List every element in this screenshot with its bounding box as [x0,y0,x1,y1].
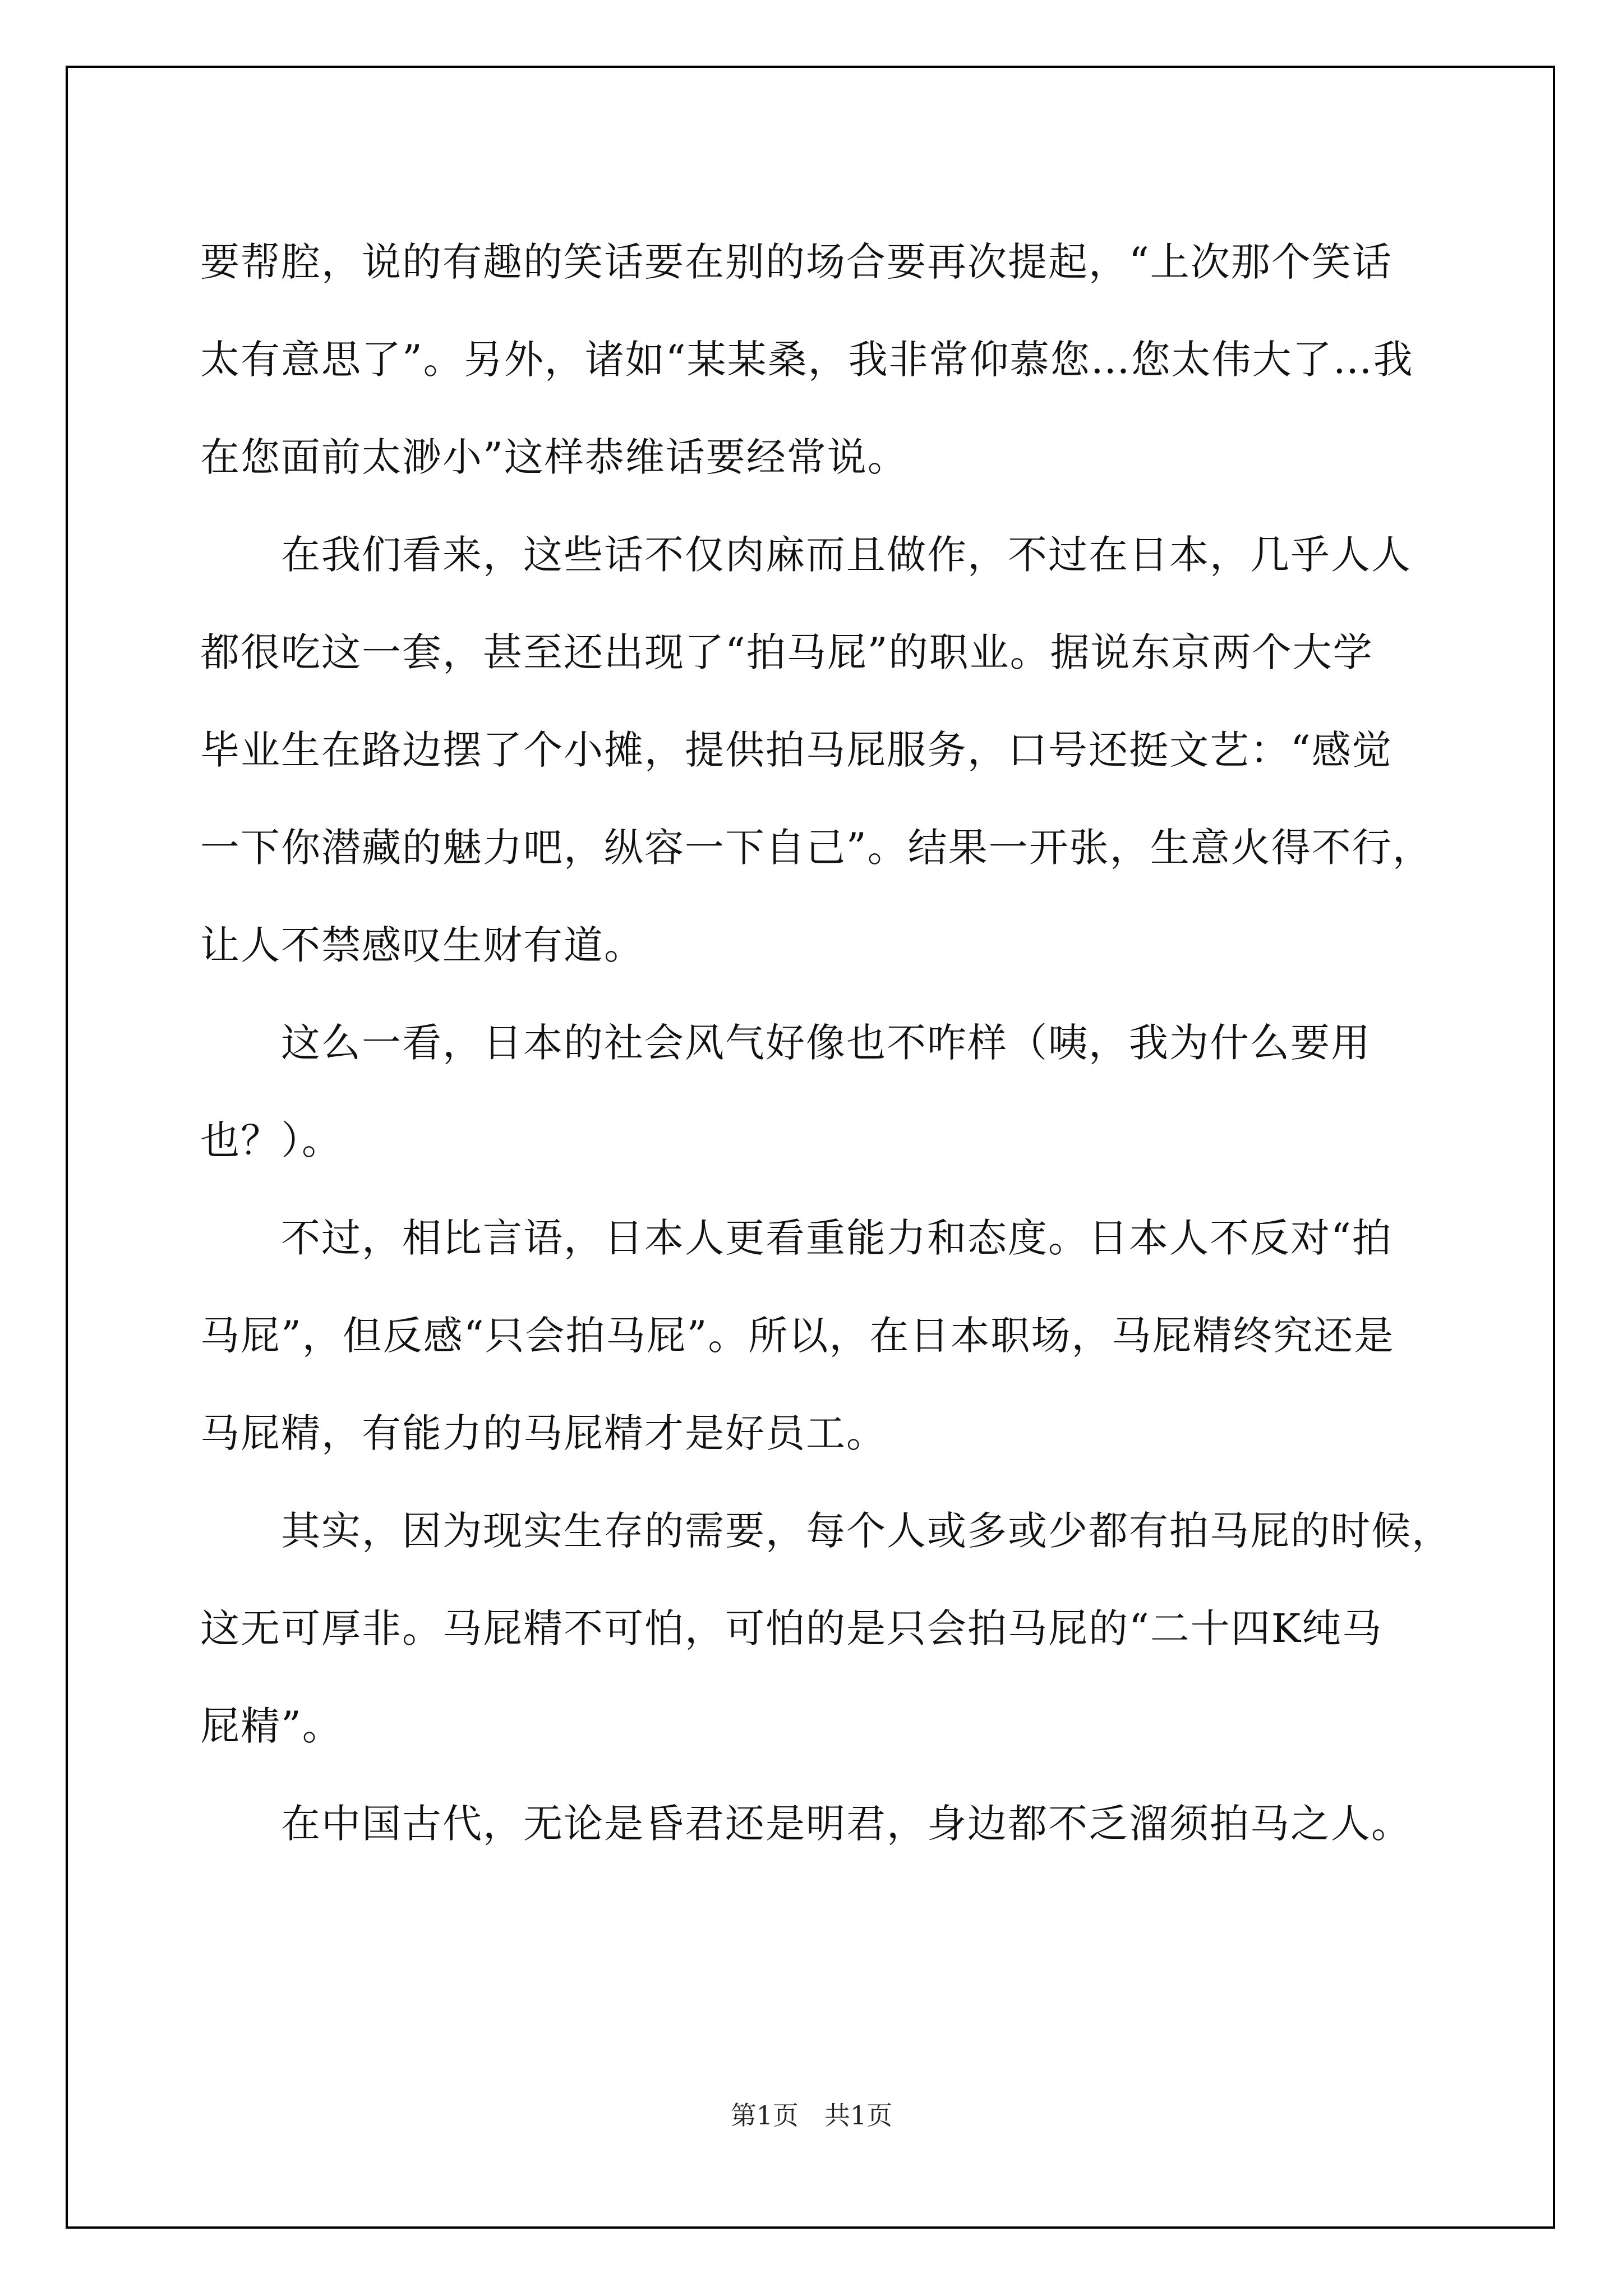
text-line: 一下你潜藏的魅力吧，纵容一下自己”。结果一开张，生意火得不行， [200,825,1433,871]
text-line: 其实，因为现实生存的需要，每个人或多或少都有拍马屁的时候， [200,1508,1452,1554]
text-line: 毕业生在路边摆了个小摊，提供拍马屁服务，口号还挺文艺：“感觉 [200,727,1393,773]
text-line: 要帮腔，说的有趣的笑话要在别的场合要再次提起，“上次那个笑话 [200,239,1393,285]
text-line: 在我们看来，这些话不仅肉麻而且做作，不过在日本，几乎人人 [200,532,1412,578]
text-line: 马屁精，有能力的马屁精才是好员工。 [200,1410,887,1456]
text-line: 在您面前太渺小”这样恭维话要经常说。 [200,434,908,480]
text-line: 这无可厚非。马屁精不可怕，可怕的是只会拍马屁的“二十四K纯马 [200,1605,1383,1651]
text-line: 不过，相比言语，日本人更看重能力和态度。日本人不反对“拍 [200,1215,1393,1261]
text-line: 马屁”，但反感“只会拍马屁”。所以，在日本职场，马屁精终究还是 [200,1313,1395,1359]
text-line: 在中国古代，无论是昏君还是明君，身边都不乏溜须拍马之人。 [200,1801,1412,1847]
document-body [200,213,1452,1872]
text-line: 也？）。 [200,1117,342,1163]
text-line: 屁精”。 [200,1703,343,1749]
text-line: 都很吃这一套，甚至还出现了“拍马屁”的职业。据说东京两个大学 [200,629,1373,675]
page-footer: 第1页 共1页 [730,2100,893,2131]
text-line: 太有意思了”。另外，诸如“某某桑，我非常仰慕您…您太伟大了…我 [200,337,1414,383]
text-line: 这么一看，日本的社会风气好像也不咋样（咦，我为什么要用 [200,1020,1371,1066]
text-line: 让人不禁感叹生财有道。 [200,922,644,968]
